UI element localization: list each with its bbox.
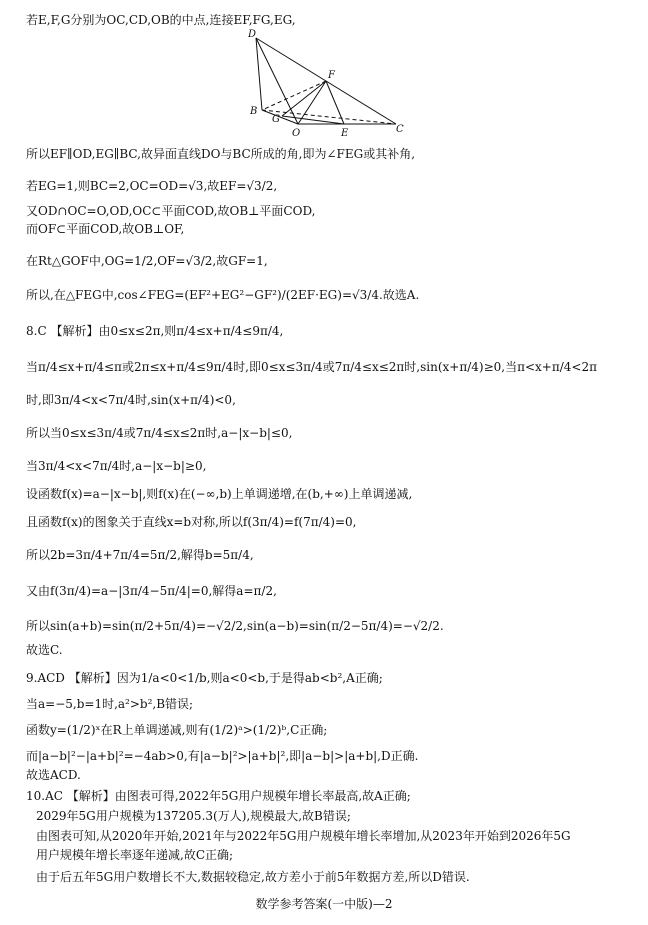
text-line: 而|a−b|²−|a+b|²=−4ab>0,有|a−b|²>|a+b|²,即|a−b|>|a+b|,D正确. — [26, 749, 419, 763]
text-line: 时,即3π/4<x<7π/4时,sin(x+π/4)<0, — [26, 393, 236, 407]
text-line: 用户规模年增长率逐年递减,故C正确; — [36, 848, 234, 862]
geometry-figure — [248, 28, 408, 140]
label-O: O — [292, 128, 301, 139]
page-footer: 数学参考答案(一中版)—2 — [255, 897, 393, 911]
text-line: 当π/4≤x+π/4≤π或2π≤x+π/4≤9π/4时,即0≤x≤3π/4或7π/4≤x≤2π时,sin(x+π/4)≥0,当π<x+π/4<2π — [26, 360, 597, 374]
label-C: C — [396, 124, 404, 135]
text-line: 2029年5G用户规模为137205.3(万人),规模最大,故B错误; — [36, 809, 351, 823]
text-line: 当3π/4<x<7π/4时,a−|x−b|≥0, — [26, 459, 207, 473]
label-G: G — [272, 114, 280, 125]
label-D: D — [248, 29, 257, 40]
question-10-answer: 10.AC 【解析】由图表可得,2022年5G用户规模年增长率最高,故A正确; — [26, 789, 411, 803]
text-line: 函数y=(1/2)ˣ在R上单调递减,则有(1/2)ᵃ>(1/2)ᵇ,C正确; — [26, 723, 328, 737]
text-line: 若E,F,G分别为OC,CD,OB的中点,连接EF,FG,EG, — [26, 13, 296, 27]
label-E: E — [341, 128, 349, 139]
text-line: 由图表可知,从2020年开始,2021年与2022年5G用户规模年增长率增加,从2023年开始到2026年5G — [36, 829, 571, 843]
question-9-answer: 9.ACD 【解析】因为1/a<0<1/b,则a<0<b,于是得ab<b²,A正确; — [26, 671, 383, 685]
text-line: 所以2b=3π/4+7π/4=5π/2,解得b=5π/4, — [26, 548, 254, 562]
text-line: 当a=−5,b=1时,a²>b²,B错误; — [26, 697, 194, 711]
text-line: 而OF⊂平面COD,故OB⊥OF, — [26, 222, 185, 236]
text-line: 且函数f(x)的图象关于直线x=b对称,所以f(3π/4)=f(7π/4)=0, — [26, 515, 357, 529]
text-line: 在Rt△GOF中,OG=1/2,OF=√3/2,故GF=1, — [26, 254, 268, 268]
label-F: F — [328, 70, 335, 81]
text-line: 所以,在△FEG中,cos∠FEG=(EF²+EG²−GF²)/(2EF·EG)=√3/4.故选A. — [26, 288, 420, 302]
text-line: 所以当0≤x≤3π/4或7π/4≤x≤2π时,a−|x−b|≤0, — [26, 426, 293, 440]
figure — [248, 28, 408, 140]
text-line: 故选ACD. — [26, 768, 81, 782]
label-B: B — [250, 106, 258, 117]
text-line: 故选C. — [26, 643, 63, 657]
text-line: 又OD∩OC=O,OD,OC⊂平面COD,故OB⊥平面COD, — [26, 204, 316, 218]
text-line: 又由f(3π/4)=a−|3π/4−5π/4|=0,解得a=π/2, — [26, 584, 277, 598]
text-line: 设函数f(x)=a−|x−b|,则f(x)在(−∞,b)上单调递增,在(b,+∞)上单调递减, — [26, 487, 413, 501]
text-line: 所以sin(a+b)=sin(π/2+5π/4)=−√2/2,sin(a−b)=sin(π/2−5π/4)=−√2/2. — [26, 619, 444, 633]
question-8-answer: 8.C 【解析】由0≤x≤2π,则π/4≤x+π/4≤9π/4, — [26, 324, 284, 338]
text-line: 所以EF∥OD,EG∥BC,故异面直线DO与BC所成的角,即为∠FEG或其补角, — [26, 147, 416, 161]
text-line: 由于后五年5G用户数增长不大,数据较稳定,故方差小于前5年数据方差,所以D错误. — [36, 870, 470, 884]
text-line: 若EG=1,则BC=2,OC=OD=√3,故EF=√3/2, — [26, 179, 278, 193]
